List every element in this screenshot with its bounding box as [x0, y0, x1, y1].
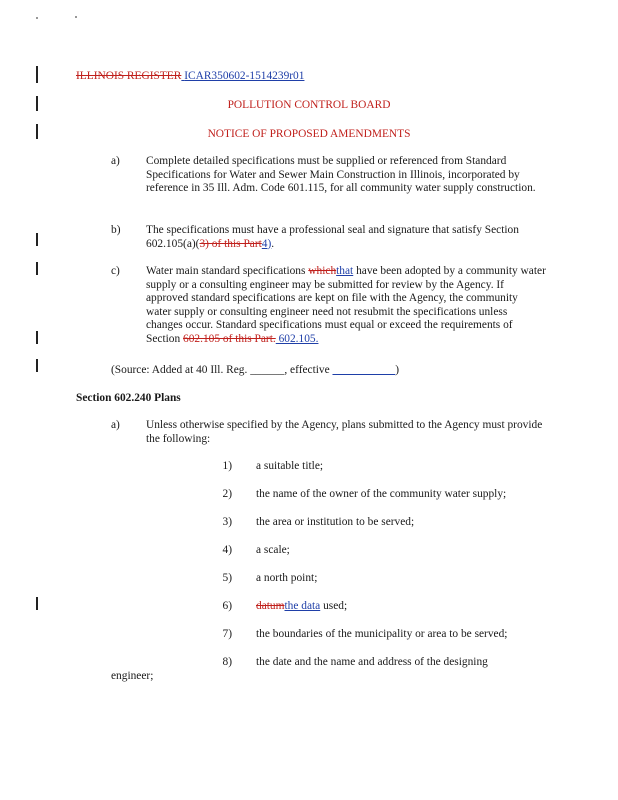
source-blank: ___________ — [332, 364, 396, 376]
register-line — [76, 70, 304, 84]
notice-title: NOTICE OF PROPOSED AMENDMENTS — [207, 128, 411, 140]
register-struck: ILLINOIS REGISTER — [76, 70, 182, 82]
change-bar — [36, 262, 38, 275]
list-item-number: 2) — [222, 488, 232, 500]
para-c-inserted-1: that — [336, 265, 354, 277]
board-title: POLLUTION CONTROL BOARD — [227, 99, 391, 111]
change-bar — [36, 359, 38, 372]
source-note: (Source: Added at 40 Ill. Reg. ______, effective ___________) — [111, 364, 399, 376]
para-c-label: c) — [111, 265, 120, 277]
list-item-number: 8) — [222, 656, 232, 668]
para-b-inserted: 4) — [261, 237, 272, 250]
plans-a-text: Unless otherwise specified by the Agency, plans submitted to the Agency must provide the following: — [146, 419, 543, 445]
register-inserted: ICAR350602-1514239r01 — [184, 70, 305, 82]
list-item-text: datumthe data used; — [256, 600, 348, 612]
list-item-text: a suitable title; — [256, 460, 324, 472]
continuation-text: engineer; — [111, 670, 154, 682]
para-c-inserted-2: 602.105. — [275, 332, 319, 345]
list-item-number: 4) — [222, 544, 232, 556]
para-c-text: Water main standard specifications whichthat have been adopted by a community water supply or a consulting engineer may be submitted for review by the Agency. If approved standard specifications are kept on file with the Agency, the community water supply or consulting engineer need not resubmit the specifications unless changes occur. Standard specifications must equal or exceed the requirements of Section 602.105 of this Part. 602.105. — [146, 265, 546, 345]
list-item-text: the name of the owner of the community water supply; — [256, 488, 507, 500]
section-heading: Section 602.240 Plans — [76, 392, 181, 404]
change-bar — [36, 66, 38, 83]
list-item-number: 6) — [222, 600, 232, 612]
change-bar — [36, 597, 38, 610]
list-item-text: the area or institution to be served; — [256, 516, 415, 528]
scan-speck — [75, 16, 77, 18]
list-item-number: 5) — [222, 572, 232, 584]
para-c-struck-1: which — [308, 265, 337, 277]
list-item-number: 3) — [222, 516, 232, 528]
para-b-struck: 3) of this Part — [199, 237, 262, 250]
para-b-text: The specifications must have a professional seal and signature that satisfy Section 602.105(a)(3) of this Part4). — [146, 224, 519, 250]
scan-speck — [36, 17, 38, 19]
list-item-6-inserted: the data — [284, 600, 321, 612]
para-c-struck-2: 602.105 of this Part. — [183, 332, 276, 345]
list-item-text: the date and the name and address of the designing — [256, 656, 488, 668]
list-item-text: the boundaries of the municipality or area to be served; — [256, 628, 508, 640]
list-item-text: a north point; — [256, 572, 318, 584]
list-item-6-struck: datum — [256, 600, 285, 612]
para-a-label: a) — [111, 155, 120, 167]
list-item-number: 1) — [222, 460, 232, 472]
list-item-number: 7) — [222, 628, 232, 640]
para-b-label: b) — [111, 224, 121, 236]
list-item-text: a scale; — [256, 544, 290, 556]
para-a-text: Complete detailed specifications must be supplied or referenced from Standard Specifications for Water and Sewer Main Construction in Illinois, incorporated by reference in 35 Ill. Adm. Code 601.115, for all community water supply construction. — [146, 155, 536, 195]
plans-a-label: a) — [111, 419, 120, 431]
change-bar — [36, 233, 38, 246]
change-bar — [36, 331, 38, 344]
